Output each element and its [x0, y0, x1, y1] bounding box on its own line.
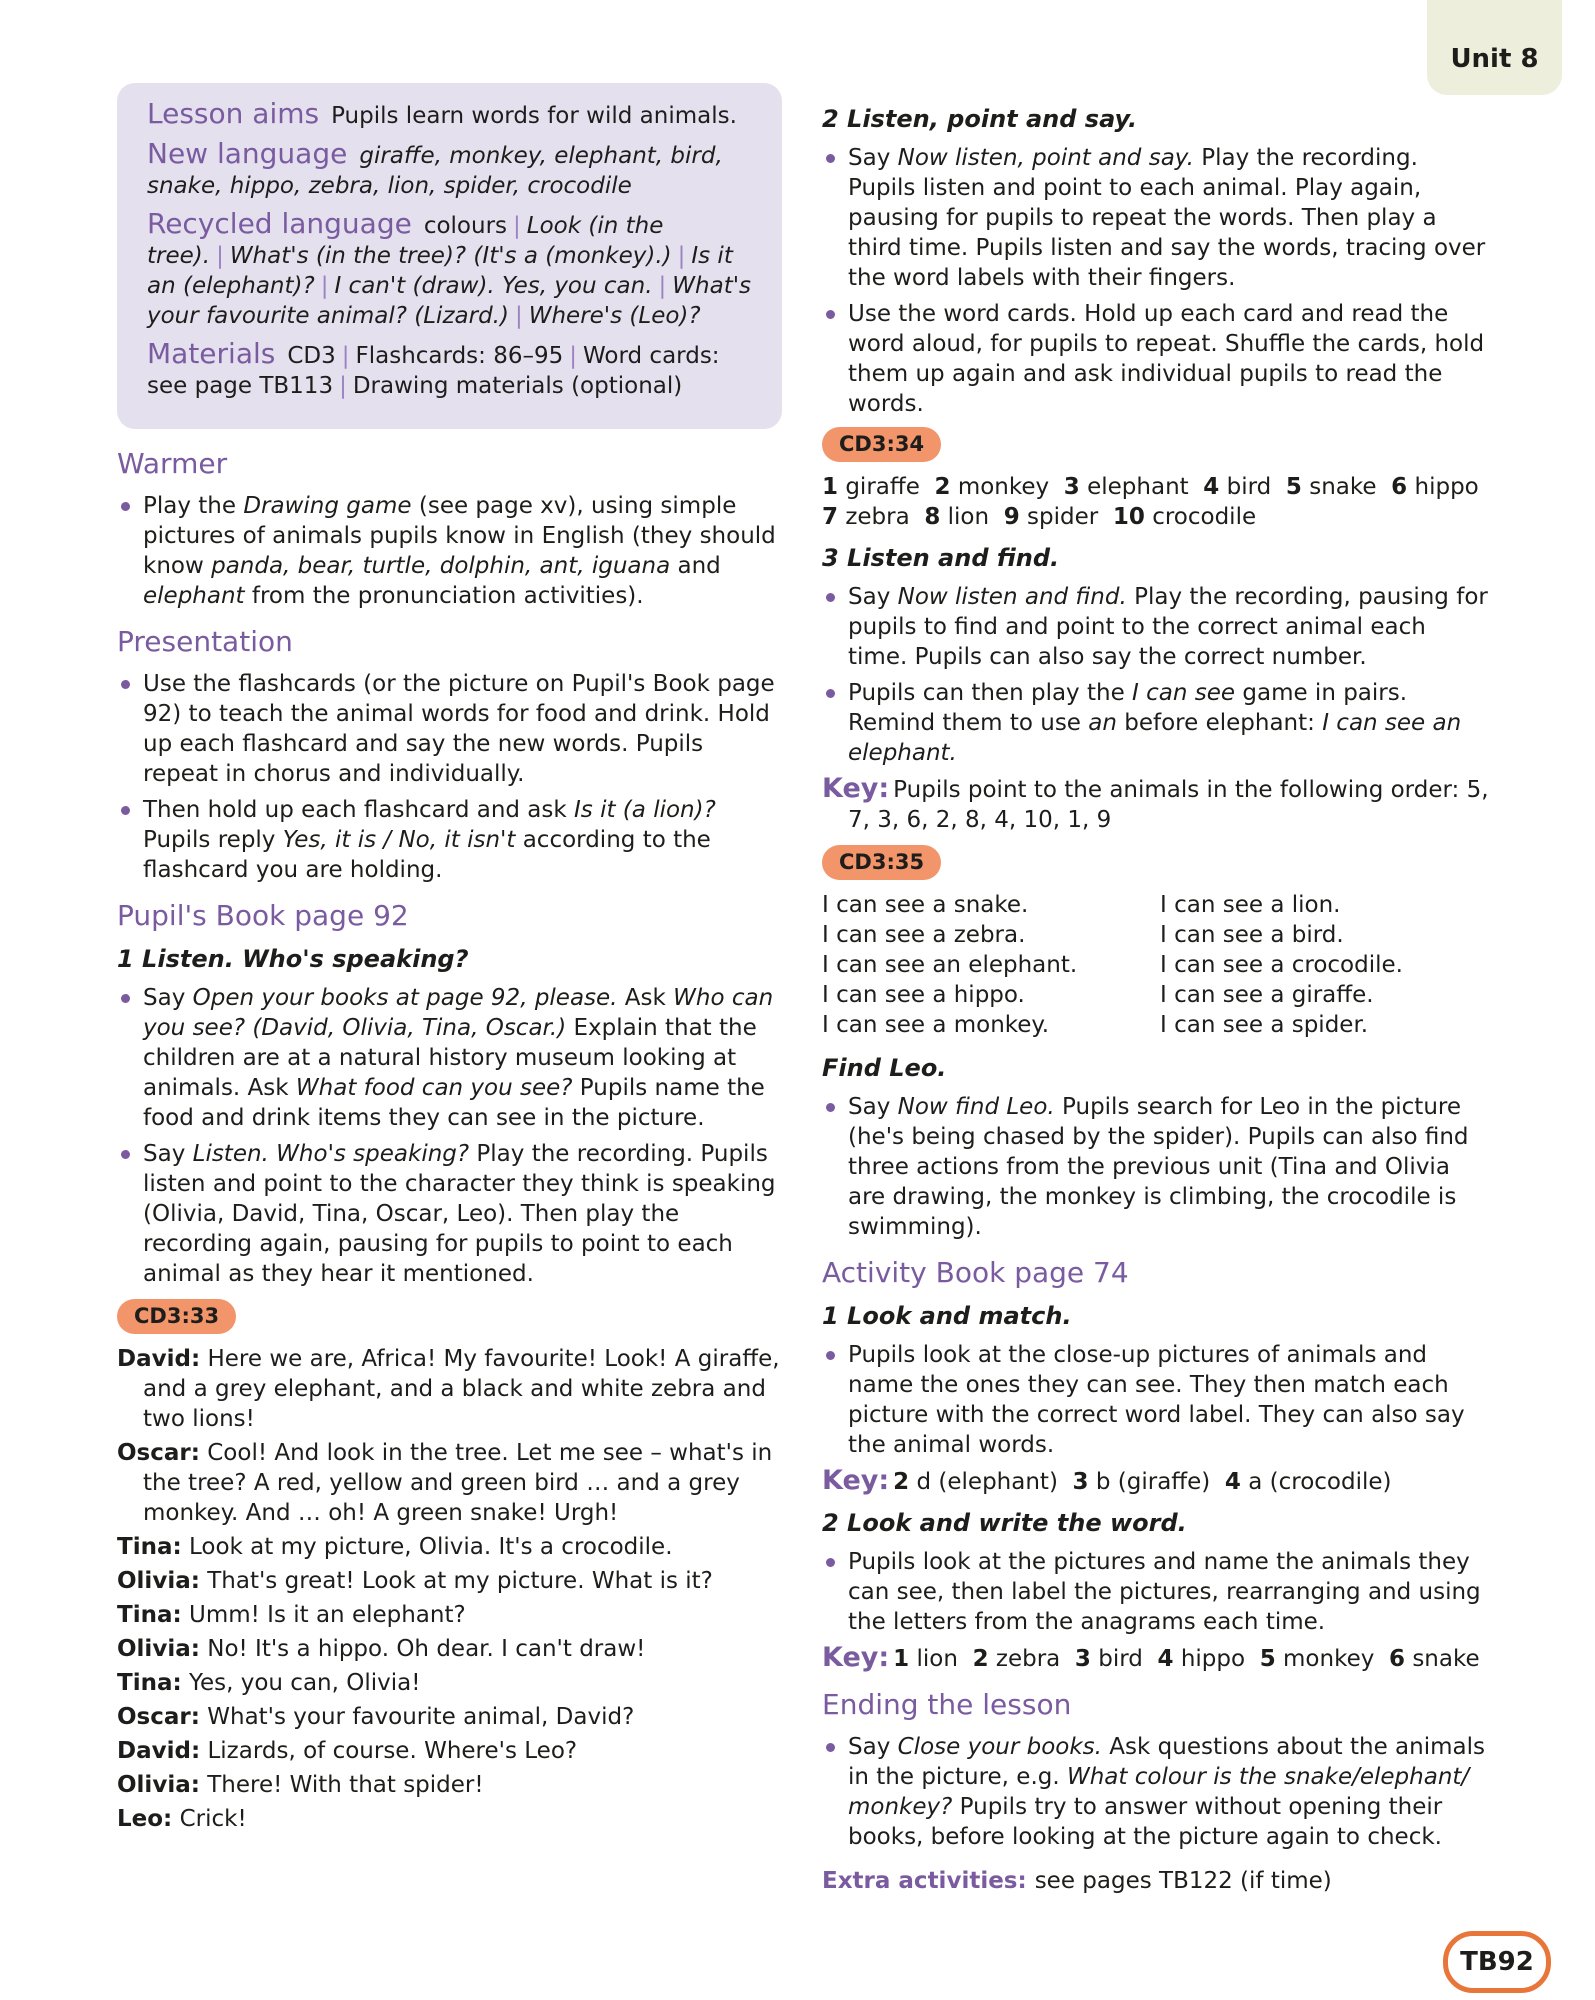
speaker: Olivia: [117, 1772, 200, 1798]
list-item: Look (in the tree). [147, 213, 664, 269]
word-number: 5 [1285, 474, 1302, 500]
word-number: 6 [1391, 474, 1408, 500]
ab-task1-title: 1 Look and match. [822, 1302, 1072, 1330]
cd-label-35 [822, 845, 1492, 880]
word-text: snake [1309, 474, 1377, 500]
key-answer: snake [1412, 1646, 1480, 1672]
key-number: 4 [1157, 1646, 1174, 1672]
text-italic: Listen. Who's speaking? [192, 1141, 470, 1167]
word-item [935, 474, 1050, 500]
word-text: crocodile [1152, 504, 1257, 530]
unit-label: Unit 8 [1450, 44, 1539, 74]
key-answer: b (giraffe) [1095, 1469, 1211, 1495]
extra-text: see pages TB122 (if time) [1034, 1868, 1332, 1894]
list-item: Is it an (elephant)? [147, 243, 733, 299]
task3-key [822, 774, 1492, 835]
ab-key-2 [822, 1643, 1492, 1674]
key-label: Key: [822, 1642, 890, 1673]
key-number: 2 [893, 1469, 910, 1495]
speaker: David: [117, 1346, 201, 1372]
pb-task1-bullet-2 [117, 1139, 782, 1289]
extra-label: Extra activities: [822, 1868, 1027, 1894]
see-line: I can see a monkey. [822, 1012, 1050, 1038]
speaker: Tina: [117, 1602, 182, 1628]
right-column [822, 103, 1492, 1896]
speech: What's your favourite animal, David? [207, 1704, 635, 1730]
activity-book-heading: Activity Book page 74 [822, 1256, 1129, 1289]
key-answer: lion [916, 1646, 958, 1672]
key-items [893, 1469, 1391, 1495]
cd-label-33 [117, 1299, 782, 1334]
speech: Here we are, Africa! My favourite! Look! A giraffe, and a grey elephant, and a black and white zebra and two lions! [143, 1346, 780, 1432]
text-italic: Open your books at page 92, please. [192, 985, 618, 1011]
script-line [117, 1634, 782, 1664]
see-line: I can see a bird. [1160, 922, 1344, 948]
text-italic: Now find Leo. [897, 1094, 1055, 1120]
text: Say [143, 1141, 193, 1167]
list-item: CD3 [287, 343, 336, 369]
task2-bullet-2: Use the word cards. Hold up each card and read the word aloud, for pupils to repeat. Shuffle the cards, hold them up again and ask individual pupils to read the words. [822, 299, 1492, 419]
speaker: Tina: [117, 1534, 182, 1560]
text-italic: What colour is the snake/elephant/ monkey? [848, 1764, 1470, 1820]
list-item: Flashcards: 86–95 [355, 343, 564, 369]
text: Ask questions about the animals in the picture, e.g. [848, 1734, 1485, 1790]
text: Pupils name the food and drink items they can see in the picture. [143, 1075, 765, 1131]
text: Ask [617, 985, 674, 1011]
speech: There! With that spider! [207, 1772, 484, 1798]
presentation-bullet-1: Use the flashcards (or the picture on Pupil's Book page 92) to teach the animal words for food and drink. Hold up each flashcard and say the new words. Pupils repeat in chorus and individually. [117, 669, 782, 789]
separator: | [569, 343, 577, 369]
word-number: 10 [1112, 504, 1145, 530]
separator: | [514, 303, 523, 329]
word-number: 2 [934, 474, 951, 500]
key-answer: d (elephant) [916, 1469, 1058, 1495]
text: from the pronunciation activities). [244, 583, 644, 609]
text: Say [848, 584, 898, 610]
text: Play the [143, 493, 244, 519]
script-line [117, 1566, 782, 1596]
text-italic: Now listen and find. [897, 584, 1127, 610]
speech: Lizards, of course. Where's Leo? [207, 1738, 578, 1764]
word-text: lion [947, 504, 990, 530]
i-can-see-grid [822, 890, 1492, 1040]
task2-title: 2 Listen, point and say. [822, 105, 1138, 133]
key-number: 6 [1388, 1646, 1405, 1672]
task2-list [822, 143, 1492, 419]
word-text: zebra [845, 504, 910, 530]
text: Pupils can then play the [848, 680, 1133, 706]
cd-pill: CD3:33 [117, 1299, 236, 1334]
list-item: Where's (Leo)? [528, 303, 701, 329]
see-line: I can see a spider. [1160, 1012, 1369, 1038]
key-items [893, 1646, 1479, 1672]
see-line: I can see a lion. [1160, 892, 1341, 918]
task3-bullet-1 [822, 582, 1492, 672]
speaker: Leo: [117, 1806, 173, 1832]
left-column [117, 83, 782, 1838]
text-italic: Is it (a lion)? [574, 797, 716, 823]
separator: | [216, 243, 224, 269]
text-italic: Who can you see? (David, Olivia, Tina, Oscar.) [143, 985, 774, 1041]
cd-pill: CD3:34 [822, 427, 941, 462]
ab-task2-title: 2 Look and write the word. [822, 1509, 1187, 1537]
word-item [1203, 474, 1271, 500]
text-italic: panda, bear, turtle, dolphin, ant, iguana [211, 553, 671, 579]
ab-key-1 [822, 1466, 1492, 1497]
script-line [117, 1770, 782, 1800]
word-text: elephant [1087, 474, 1189, 500]
speech: Crick! [179, 1806, 247, 1832]
key-answer: bird [1098, 1646, 1143, 1672]
key-number: 4 [1224, 1469, 1241, 1495]
word-number: 4 [1203, 474, 1220, 500]
key-number: 5 [1259, 1646, 1276, 1672]
speaker: Tina: [117, 1670, 182, 1696]
ab-task2-list [822, 1547, 1492, 1637]
see-line: I can see an elephant. [822, 952, 1078, 978]
speaker: Olivia: [117, 1636, 200, 1662]
speaker: Oscar: [117, 1704, 200, 1730]
pb-task1-bullet-1 [117, 983, 782, 1133]
separator: | [339, 373, 347, 399]
key-answer: a (crocodile) [1248, 1469, 1392, 1495]
speech: Look at my picture, Olivia. It's a crocodile. [188, 1534, 673, 1560]
speech: No! It's a hippo. Oh dear. I can't draw! [207, 1636, 646, 1662]
key-number: 3 [1074, 1646, 1091, 1672]
ab-task1-list [822, 1340, 1492, 1460]
see-line: I can see a giraffe. [1160, 982, 1374, 1008]
see-left-column [822, 890, 1160, 1040]
list-item: colours [423, 213, 508, 239]
ab-task1-bullet: Pupils look at the close-up pictures of animals and name the ones they can see. They then match each picture with the correct word label. They can also say the animal words. [822, 1340, 1492, 1460]
word-number: 9 [1003, 504, 1020, 530]
word-item [1286, 474, 1377, 500]
ending-bullet [822, 1732, 1492, 1852]
cd-label-34 [822, 427, 1492, 462]
word-item [1113, 504, 1256, 530]
speaker: Olivia: [117, 1568, 200, 1594]
ab-task2-bullet: Pupils look at the pictures and name the animals they can see, then label the pictures, rearranging and using the letters from the anagrams each time. [822, 1547, 1492, 1637]
word-text: giraffe [845, 474, 920, 500]
text: Say [143, 985, 193, 1011]
materials [147, 339, 752, 401]
word-item [822, 474, 920, 500]
unit-tab [1427, 0, 1562, 95]
lesson-aims [147, 99, 752, 131]
word-list [822, 472, 1492, 532]
text-italic: Drawing game [243, 493, 412, 519]
key-answer: hippo [1180, 1646, 1246, 1672]
ending-heading: Ending the lesson [822, 1688, 1072, 1721]
text: Play the recording, pausing for pupils to find and point to the correct animal each time. Pupils can also say the correct number. [848, 584, 1488, 670]
see-right-column [1160, 890, 1490, 1040]
new-language [147, 139, 752, 201]
script-line [117, 1804, 782, 1834]
speaker: Oscar: [117, 1440, 200, 1466]
word-item [924, 504, 989, 530]
key-number: 1 [893, 1646, 910, 1672]
text: Say [848, 1094, 898, 1120]
word-text: spider [1027, 504, 1099, 530]
list-item: Word cards: see page TB113 [147, 343, 720, 399]
word-item [1004, 504, 1099, 530]
speech: Umm! Is it an elephant? [188, 1602, 466, 1628]
page-number: TB92 [1460, 1947, 1534, 1977]
pb-task1-title: 1 Listen. Who's speaking? [117, 945, 469, 973]
lesson-aims-text: Pupils learn words for wild animals. [331, 103, 737, 129]
pupils-book-heading: Pupil's Book page 92 [117, 899, 409, 932]
warmer-heading: Warmer [117, 447, 228, 480]
text-italic: I can see an elephant. [848, 710, 1462, 766]
warmer-list [117, 491, 782, 611]
text: Say [848, 1734, 898, 1760]
speaker: David: [117, 1738, 201, 1764]
word-item [822, 504, 910, 530]
new-language-label: New language [147, 137, 348, 170]
see-line: I can see a crocodile. [1160, 952, 1403, 978]
list-item: What's (in the tree)? (It's a (monkey).) [229, 243, 672, 269]
text-italic: Close your books. [897, 1734, 1102, 1760]
pb-task1-list [117, 983, 782, 1289]
word-item [1391, 474, 1479, 500]
key-label: Key: [822, 773, 890, 804]
text: Then hold up each flashcard and ask [143, 797, 575, 823]
text: Say [848, 145, 898, 171]
speech: Yes, you can, Olivia! [188, 1670, 421, 1696]
separator: | [341, 343, 350, 369]
text: Explain that the children are at a natural history museum looking at animals. Ask [143, 1015, 757, 1101]
word-text: bird [1226, 474, 1272, 500]
word-number: 3 [1063, 474, 1080, 500]
text: Play the recording. Pupils listen and point to each animal. Play again, pausing for pupils to repeat the words. Then play a third time. Pupils listen and say the words, tracing over the word labels with their fingers. [848, 145, 1486, 291]
cd-pill: CD3:35 [822, 845, 941, 880]
key-answer: monkey [1283, 1646, 1375, 1672]
text: Pupils try to answer without opening their books, before looking at the picture again to check. [848, 1794, 1443, 1850]
text: before elephant: [1116, 710, 1323, 736]
new-language-text: giraffe, monkey, elephant, bird, snake, hippo, zebra, lion, spider, crocodile [147, 143, 723, 199]
separator: | [658, 273, 667, 299]
separator: | [513, 213, 521, 239]
lesson-aims-box [117, 83, 782, 429]
task3-title: 3 Listen and find. [822, 544, 1060, 572]
key-answer: zebra [995, 1646, 1061, 1672]
find-leo-bullet [822, 1092, 1492, 1242]
word-item [1064, 474, 1189, 500]
key-label: Key: [822, 1465, 890, 1496]
word-number: 8 [924, 504, 941, 530]
text-italic: an [1088, 710, 1117, 736]
presentation-list [117, 669, 782, 885]
see-line: I can see a snake. [822, 892, 1029, 918]
script-line [117, 1438, 782, 1528]
lesson-aims-label: Lesson aims [147, 97, 320, 130]
script-line [117, 1532, 782, 1562]
recycled-label: Recycled language [147, 207, 412, 240]
separator: | [320, 273, 329, 299]
script-line [117, 1668, 782, 1698]
word-text: monkey [957, 474, 1050, 500]
ending-list [822, 1732, 1492, 1852]
text: and [670, 553, 721, 579]
word-text: hippo [1414, 474, 1479, 500]
see-line: I can see a zebra. [822, 922, 1026, 948]
script-line [117, 1344, 782, 1434]
script-line [117, 1702, 782, 1732]
text: Play the recording. Pupils listen and point to the character they think is speaking (Olivia, David, Tina, Oscar, Leo). Then play the recording again, pausing for pupils to point to each animal as they hear it mentioned. [143, 1141, 776, 1287]
presentation-heading: Presentation [117, 625, 293, 658]
key-text: Pupils point to the animals in the following order: 5, 7, 3, 6, 2, 8, 4, 10, 1, 9 [848, 777, 1489, 833]
text-italic: elephant [143, 583, 245, 609]
list-item: What's your favourite animal? (Lizard.) [147, 273, 752, 329]
script-line [117, 1600, 782, 1630]
word-number: 1 [822, 474, 839, 500]
speech: That's great! Look at my picture. What is it? [207, 1568, 713, 1594]
key-number: 3 [1072, 1469, 1089, 1495]
separator: | [677, 243, 686, 269]
audio-script [117, 1344, 782, 1834]
text: game in pairs. Remind them to use [848, 680, 1408, 736]
find-leo-list [822, 1092, 1492, 1242]
text: Pupils reply [143, 827, 283, 853]
task3-bullet-2 [822, 678, 1492, 768]
find-leo-title: Find Leo. [822, 1054, 947, 1082]
speech: Cool! And look in the tree. Let me see – what's in the tree? A red, yellow and green bird … and a grey monkey. And … oh! A green snake! Urgh! [143, 1440, 773, 1526]
list-item: Drawing materials (optional) [352, 373, 683, 399]
text-italic: Yes, it is / No, it isn't [282, 827, 516, 853]
warmer-bullet [117, 491, 782, 611]
presentation-bullet-2 [117, 795, 782, 885]
extra-activities [822, 1866, 1492, 1896]
script-line [117, 1736, 782, 1766]
task3-list [822, 582, 1492, 768]
text: according to the flashcard you are holding. [143, 827, 711, 883]
text: Pupils search for Leo in the picture (he's being chased by the spider). Pupils can also find three actions from the previous unit (Tina and Olivia are drawing, the monkey is climbing, the crocodile is swimming). [848, 1094, 1469, 1240]
see-line: I can see a hippo. [822, 982, 1025, 1008]
word-number: 7 [822, 504, 839, 530]
list-item: I can't (draw). Yes, you can. [334, 273, 653, 299]
text-italic: What food can you see? [295, 1075, 573, 1101]
task2-bullet-1 [822, 143, 1492, 293]
page-number-badge [1443, 1931, 1551, 1993]
recycled-language [147, 209, 752, 331]
text: (see page xv), using simple pictures of animals pupils know in English (they should know [143, 493, 776, 579]
materials-label: Materials [147, 337, 276, 370]
key-number: 2 [972, 1646, 989, 1672]
text-italic: Now listen, point and say. [897, 145, 1194, 171]
text-italic: I can see [1132, 680, 1236, 706]
